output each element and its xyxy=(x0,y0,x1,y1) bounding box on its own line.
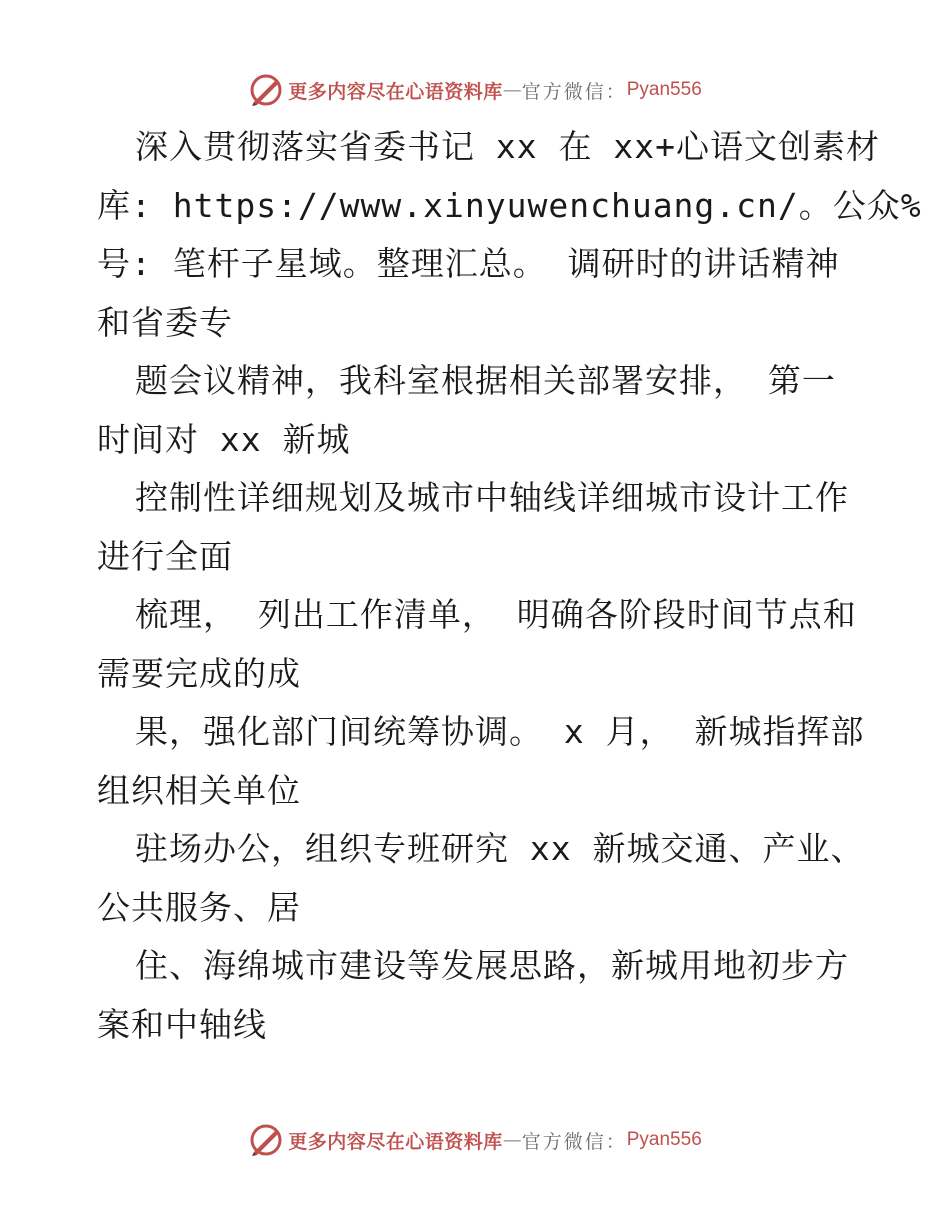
pen-logo-icon xyxy=(248,72,284,108)
banner-wechat-label: 官方微信： xyxy=(521,80,627,103)
header-banner xyxy=(0,70,950,110)
text-line: 案和中轴线 xyxy=(97,1004,267,1044)
banner-main-text: 更多内容尽在心语资料库 xyxy=(288,1130,503,1153)
footer-banner xyxy=(0,1120,950,1160)
pen-logo-icon xyxy=(248,1122,284,1158)
banner-main-text: 更多内容尽在心语资料库 xyxy=(288,80,503,103)
banner-separator: — xyxy=(502,1129,522,1151)
text-line: 组织相关单位 xyxy=(97,770,301,810)
text-line: 和省委专 xyxy=(97,302,233,342)
text-line: 控制性详细规划及城市中轴线详细城市设计工作 xyxy=(135,478,849,517)
text-line: 住、海绵城市建设等发展思路，新城用地初步方 xyxy=(135,946,849,985)
text-line: 深入贯彻落实省委书记 xx 在 xx+心语文创素材 xyxy=(135,127,880,166)
banner-separator: — xyxy=(502,79,522,101)
text-line: 号: 笔杆子星域。整理汇总。 调研时的讲话精神 xyxy=(97,244,840,283)
text-line: 果，强化部门间统筹协调。 x 月， 新城指挥部 xyxy=(135,712,865,751)
text-line: 时间对 xx 新城 xyxy=(97,419,351,459)
banner-wechat-label: 官方微信： xyxy=(521,1130,627,1153)
text-line: 进行全面 xyxy=(97,536,233,576)
text-line: 题会议精神，我科室根据相关部署安排， 第一 xyxy=(135,361,836,400)
text-line: 公共服务、居 xyxy=(97,887,301,927)
banner-wechat-account: Pyan556 xyxy=(626,79,702,100)
text-line: 梳理， 列出工作清单， 明确各阶段时间节点和 xyxy=(135,595,857,634)
text-line: 驻场办公，组织专班研究 xx 新城交通、产业、 xyxy=(135,829,865,868)
document-body xyxy=(97,118,922,1054)
text-line: 需要完成的成 xyxy=(97,653,301,693)
text-line: 库: https://www.xinyuwenchuang.cn/。公众% xyxy=(97,185,922,225)
banner-wechat-account: Pyan556 xyxy=(626,1129,702,1150)
